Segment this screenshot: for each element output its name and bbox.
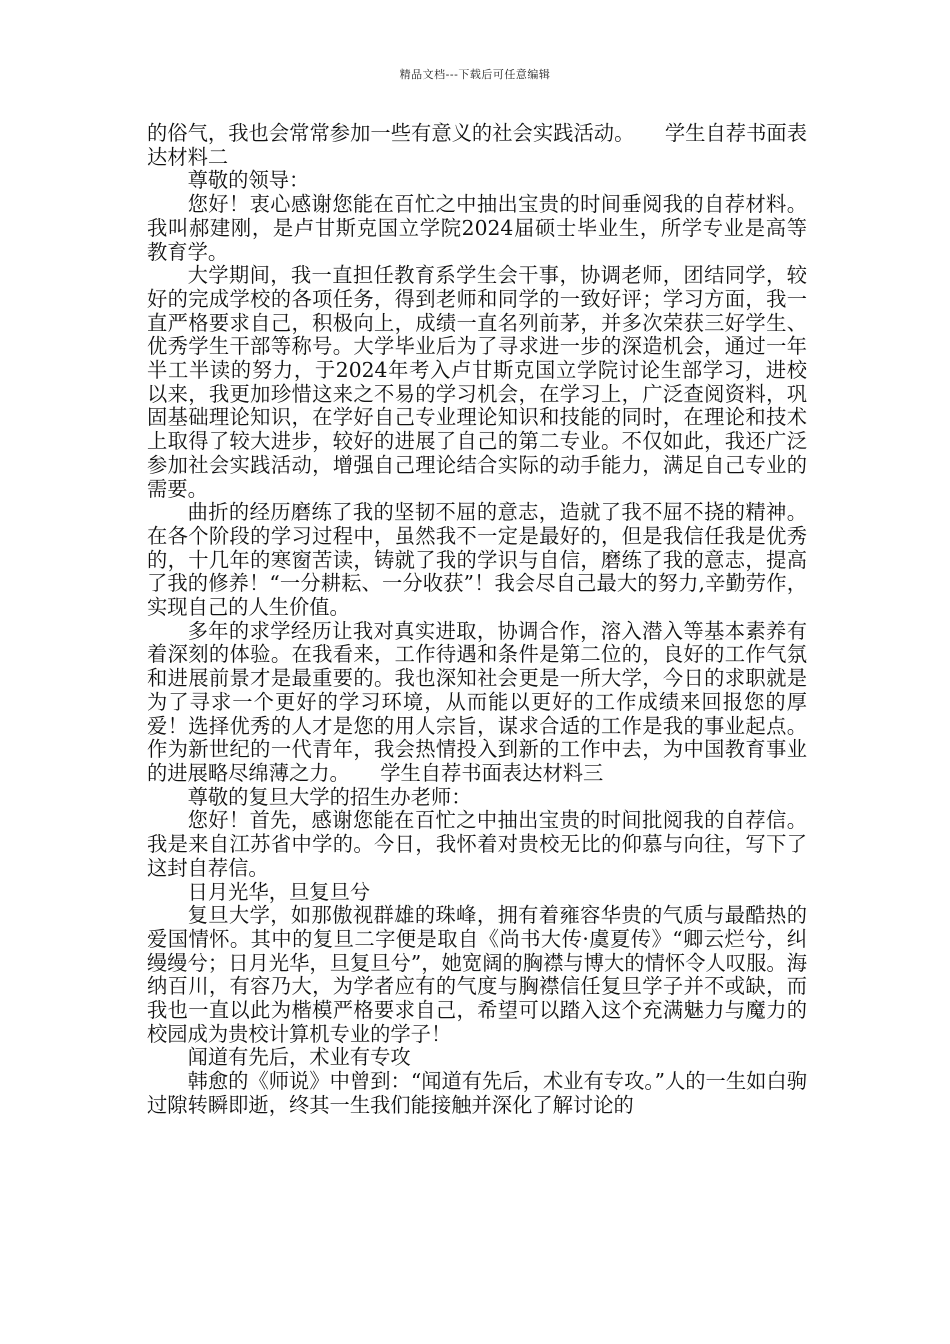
paragraph: 多年的求学经历让我对真实进取，协调合作，溶入潜入等基本素养有着深刻的体验。在我看来，工作待遇和条件是第二位的，良好的工作气氛和进展前景才是最重要的。我也深知社会更是一所大学，今日的求职就是为了寻求一个更好的学习环境，从而能以更好的工作成绩来回报您的厚爱！选择优秀的人才是您的用人宗旨，谋求合适的工作是我的事业起点。作为新世纪的一代青年，我会热情投入到新的工作中去，为中国教育事业的进展略尽绵薄之力。 学生自荐书面表达材料三 <box>147 618 807 785</box>
paragraph-continuation: 的俗气，我也会常常参加一些有意义的社会实践活动。 学生自荐书面表达材料二 <box>147 121 807 169</box>
paragraph: 韩愈的《师说》中曾到：“闻道有先后，术业有专攻。”人的一生如白驹过隙转瞬即逝，终其一生我们能接触并深化了解讨论的 <box>147 1069 807 1117</box>
paragraph: 您好！首先，感谢您能在百忙之中抽出宝贵的时间批阅我的自荐信。我是来自江苏省中学的。今日，我怀着对贵校无比的仰慕与向往，写下了这封自荐信。 <box>147 808 807 880</box>
document-body <box>147 122 807 1118</box>
page-header: 精品文档---下载后可任意编辑 <box>399 68 551 81</box>
section-heading: 日月光华，旦复旦兮 <box>187 879 371 904</box>
salutation: 尊敬的复旦大学的招生办老师： <box>187 784 472 809</box>
paragraph: 您好！衷心感谢您能在百忙之中抽出宝贵的时间垂阅我的自荐材料。我叫郝建刚，是卢甘斯克国立学院2024届硕士毕业生，所学专业是高等教育学。 <box>147 192 807 264</box>
paragraph: 复旦大学，如那傲视群雄的珠峰，拥有着雍容华贵的气质与最酷热的爱国情怀。其中的复旦二字便是取自《尚书大传·虞夏传》“卿云烂兮，纠缦缦兮；日月光华，旦复旦兮”，她宽阔的胸襟与博大的情怀令人叹服。海纳百川，有容乃大，为学者应有的气度与胸襟信任复旦学子并不或缺，而我也一直以此为楷模严格要求自己，希望可以踏入这个充满魅力与魔力的校园成为贵校计算机专业的学子！ <box>147 903 807 1046</box>
salutation: 尊敬的领导： <box>187 168 310 193</box>
paragraph: 曲折的经历磨练了我的坚韧不屈的意志，造就了我不屈不挠的精神。在各个阶段的学习过程中，虽然我不一定是最好的，但是我信任我是优秀的，十几年的寒窗苦读，铸就了我的学识与自信，磨练了我的意志，提高了我的修养！“一分耕耘、一分收获”！我会尽自己最大的努力,辛勤劳作，实现自己的人生价值。 <box>147 500 807 620</box>
paragraph: 大学期间，我一直担任教育系学生会干事，协调老师，团结同学，较好的完成学校的各项任务，得到老师和同学的一致好评；学习方面，我一直严格要求自己，积极向上，成绩一直名列前茅，并多次荣获三好学生、优秀学生干部等称号。大学毕业后为了寻求进一步的深造机会，通过一年半工半读的努力，于2024年考入卢甘斯克国立学院讨论生部学习，进校以来，我更加珍惜这来之不易的学习机会，在学习上，广泛查阅资料，巩固基础理论知识，在学好自己专业理论知识和技能的同时，在理论和技术上取得了较大进步，较好的进展了自己的第二专业。不仅如此，我还广泛参加社会实践活动，增强自己理论结合实际的动手能力，满足自己专业的需要。 <box>147 263 807 501</box>
section-heading: 闻道有先后，术业有专攻 <box>187 1045 411 1070</box>
